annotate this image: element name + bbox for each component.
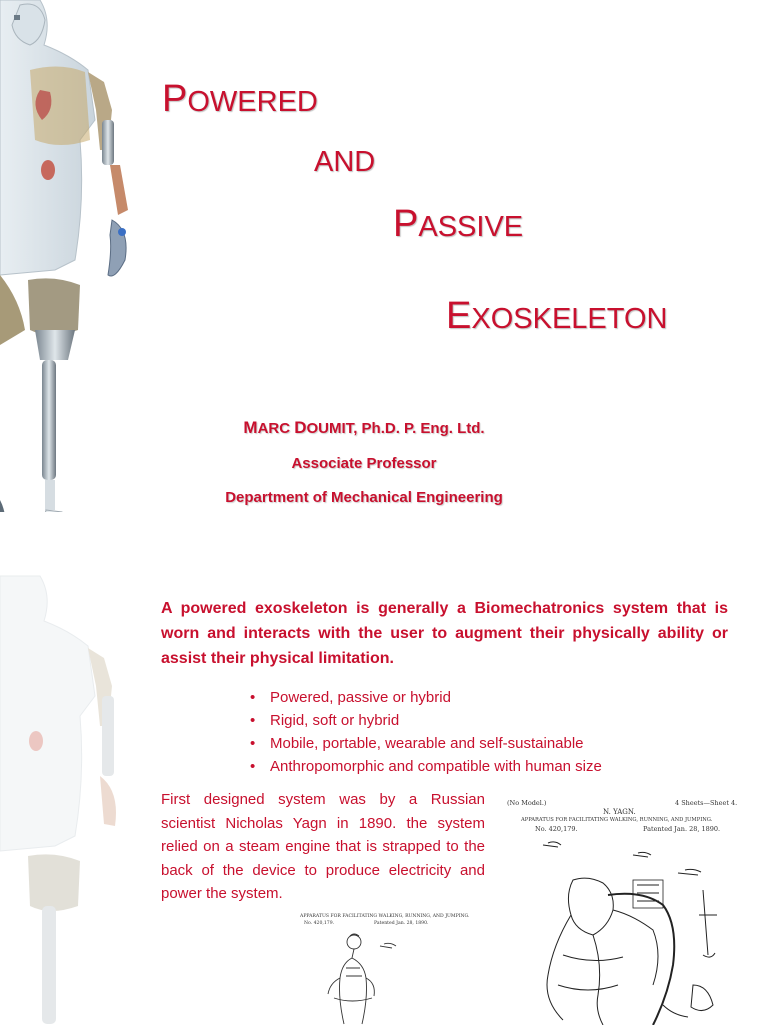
patent-title: APPARATUS FOR FACILITATING WALKING, RUNNING, AND JUMPING.: [521, 817, 713, 823]
walker-patent-sketch: [292, 928, 472, 1024]
title-word-exoskeleton: EXOSKELETON: [446, 295, 668, 337]
patent-sheets: 4 Sheets—Sheet 4.: [675, 799, 738, 807]
title-slide: [0, 0, 768, 512]
patent-date: Patented Jan. 28, 1890.: [643, 825, 721, 833]
history-paragraph: First designed system was by a Russian scientist Nicholas Yagn in 1890. the system relied on a steam engine that is strapped to the back of the device to produce electricity and power the system.: [161, 791, 485, 902]
list-item: • Rigid, soft or hybrid: [250, 709, 602, 732]
exoskeleton-patent-sketch: [503, 835, 738, 1025]
patent-number: No. 420,179.: [535, 825, 578, 833]
faded-body-illustration: [0, 576, 140, 1024]
list-item: • Powered, passive or hybrid: [250, 686, 602, 709]
list-item: • Mobile, portable, wearable and self-sustainable: [250, 732, 602, 755]
author-name: MARC DOUMIT, Ph.D. P. Eng. Ltd.: [243, 418, 485, 437]
patent-inventor: N. YAGN.: [603, 808, 636, 816]
author-position: Associate Professor: [291, 455, 437, 472]
author-department: Department of Mechanical Engineering: [225, 489, 503, 506]
intro-paragraph: A powered exoskeleton is generally a Biomechatronics system that is worn and interacts with the user to augment their physically ability or assist their physical limitation.: [161, 600, 728, 667]
patent-drawing-large: [503, 793, 738, 1024]
list-item: • Anthropomorphic and compatible with human size: [250, 755, 602, 778]
patent-drawing-small: [292, 912, 472, 1024]
patent-model: (No Model.): [507, 799, 547, 807]
patent-title: APPARATUS FOR FACILITATING WALKING, RUNNING, AND JUMPING.: [300, 914, 470, 919]
title-word-and: AND: [314, 146, 376, 178]
patent-date: Patented Jan. 28, 1890.: [374, 921, 429, 926]
title-word-passive: PASSIVE: [393, 203, 524, 245]
patent-number: No. 420,179.: [304, 921, 335, 926]
feature-list: [250, 686, 602, 778]
title-word-powered: POWERED: [162, 78, 318, 120]
slide-gap: [0, 512, 768, 576]
